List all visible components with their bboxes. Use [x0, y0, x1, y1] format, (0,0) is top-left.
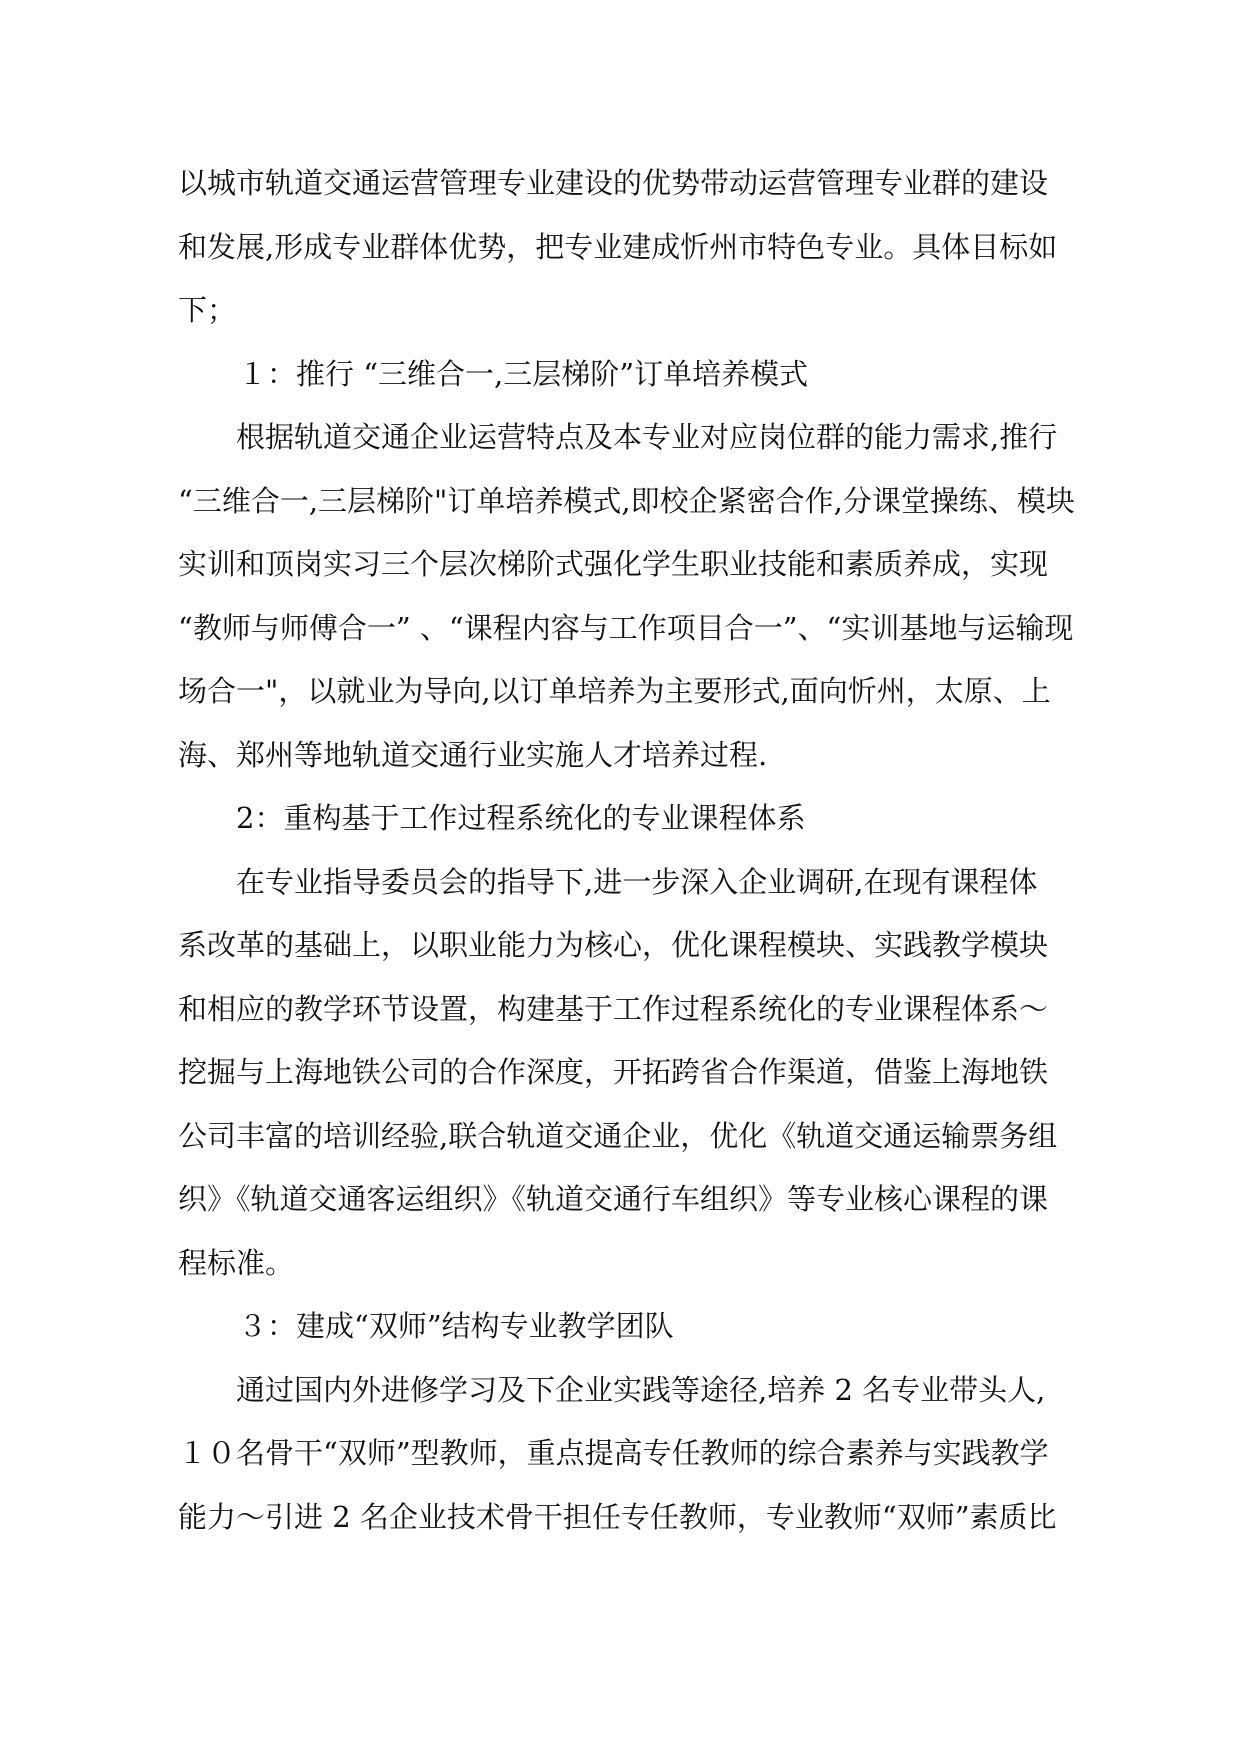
paragraph-line: 公司丰富的培训经验,联合轨道交通企业，优化《轨道交通运输票务组 [178, 1118, 1058, 1153]
paragraph-line: 和发展,形成专业群体优势，把专业建成忻州市特色专业。具体目标如 [178, 229, 1058, 264]
paragraph-line: 程标准。 [178, 1245, 295, 1280]
paragraph-line: 下； [178, 293, 237, 327]
paragraph-line: 实训和顶岗实习三个层次梯阶式强化学生职业技能和素质养成，实现 [178, 547, 1049, 581]
paragraph-line: 场合一"，以就业为导向,以订单培养为主要形式,面向忻州，太原、上 [178, 674, 1051, 708]
paragraph-line: “教师与师傅合一” 、“课程内容与工作项目合一”、“实训基地与运输现 [178, 610, 1074, 645]
paragraph-line: 能力～引进 2 名企业技术骨干担任专任教师，专业教师“双师”素质比 [178, 1499, 1057, 1534]
paragraph-line: １０名骨干“双师”型教师，重点提高专任教师的综合素养与实践教学 [178, 1436, 1049, 1470]
section-heading: 2：重构基于工作过程系统化的专业课程体系 [236, 801, 806, 835]
paragraph-line: 系改革的基础上，以职业能力为核心，优化课程模块、实践教学模块 [178, 928, 1049, 962]
paragraph-line: 根据轨道交通企业运营特点及本专业对应岗位群的能力需求,推行 [236, 420, 1058, 454]
paragraph-line: 挖掘与上海地铁公司的合作深度，开拓跨省合作渠道，借鉴上海地铁 [178, 1055, 1049, 1089]
paragraph-line: 织》《轨道交通客运组织》《轨道交通行车组织》等专业核心课程的课 [178, 1182, 1049, 1216]
section-heading: ３：建成“双师”结构专业教学团队 [238, 1309, 674, 1343]
paragraph-line: 以城市轨道交通运营管理专业建设的优势带动运营管理专业群的建设 [178, 166, 1049, 200]
paragraph-line: 在专业指导委员会的指导下,进一步深入企业调研,在现有课程体 [236, 864, 1038, 899]
paragraph-line: 海、郑州等地轨道交通行业实施人才培养过程. [178, 737, 768, 772]
paragraph-line: 通过国内外进修学习及下企业实践等途径,培养 2 名专业带头人, [236, 1372, 1046, 1407]
document-body [178, 152, 1075, 1549]
section-heading: １：推行 “三维合一,三层梯阶”订单培养模式 [238, 356, 809, 391]
paragraph-line: 和相应的教学环节设置，构建基于工作过程系统化的专业课程体系～ [178, 991, 1049, 1026]
paragraph-line: “三维合一,三层梯阶"订单培养模式,即校企紧密合作,分课堂操练、模块 [178, 483, 1075, 518]
